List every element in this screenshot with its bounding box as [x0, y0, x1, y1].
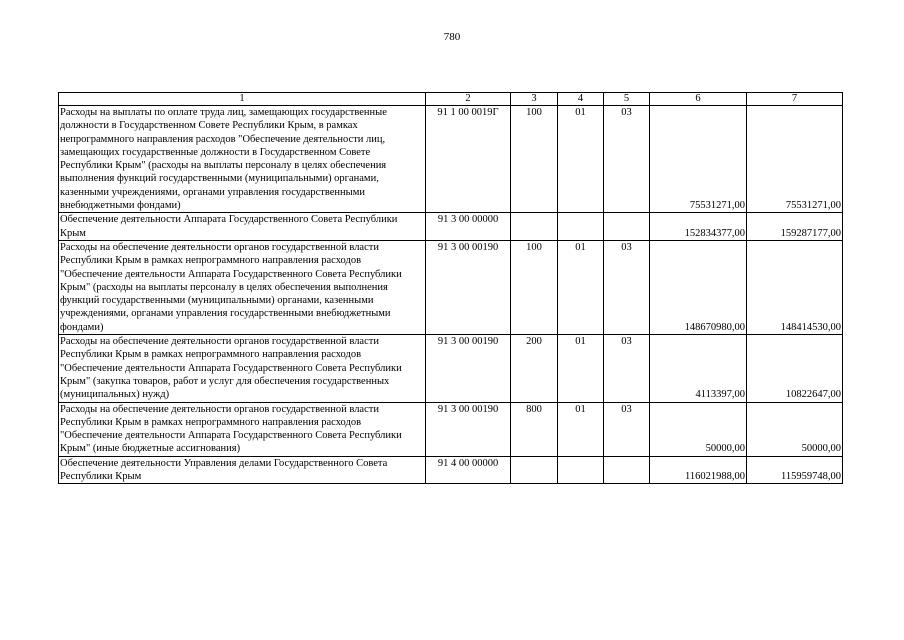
amount-year1-cell: 75531271,00: [650, 106, 747, 213]
subsection-cell: 03: [604, 106, 650, 213]
expense-name-cell: Расходы на обеспечение деятельности органов государственной власти Республики Крым в рамках непрограммного направления расходов "Обеспечение деятельности Аппарата Государственного Совета Республики Крым" (закупка товаров, работ и услуг для обеспечения государственных (муниципальных) нужд): [59, 335, 426, 402]
section-cell: 01: [558, 240, 604, 334]
column-header: 3: [511, 93, 558, 106]
expense-type-cell: 200: [511, 335, 558, 402]
subsection-cell: 03: [604, 335, 650, 402]
amount-year2-cell: 148414530,00: [747, 240, 843, 334]
expense-name-cell: Обеспечение деятельности Управления делами Государственного Совета Республики Крым: [59, 456, 426, 484]
expense-type-cell: [511, 213, 558, 241]
expense-type-cell: 800: [511, 402, 558, 456]
amount-year2-cell: 10822647,00: [747, 335, 843, 402]
column-header: 1: [59, 93, 426, 106]
expense-type-cell: [511, 456, 558, 484]
section-cell: 01: [558, 106, 604, 213]
target-code-cell: 91 3 00 00190: [426, 240, 511, 334]
subsection-cell: [604, 456, 650, 484]
table-row: [59, 402, 843, 456]
expense-type-cell: 100: [511, 240, 558, 334]
amount-year2-cell: 115959748,00: [747, 456, 843, 484]
table-row: [59, 106, 843, 213]
column-header: 7: [747, 93, 843, 106]
expense-name-cell: Расходы на обеспечение деятельности органов государственной власти Республики Крым в рамках непрограммного направления расходов "Обеспечение деятельности Аппарата Государственного Совета Республики Крым" (иные бюджетные ассигнования): [59, 402, 426, 456]
table-row: [59, 335, 843, 402]
table-header-row: [59, 93, 843, 106]
expense-name-cell: Расходы на обеспечение деятельности органов государственной власти Республики Крым в рамках непрограммного направления расходов "Обеспечение деятельности Аппарата Государственного Совета Республики Крым" (расходы на выплаты персоналу в целях обеспечения выполнения функций государственными (муниципальными) органами, казенными учреждениями, органами управления государственными внебюджетными фондами): [59, 240, 426, 334]
target-code-cell: 91 3 00 00190: [426, 402, 511, 456]
amount-year1-cell: 148670980,00: [650, 240, 747, 334]
amount-year2-cell: 75531271,00: [747, 106, 843, 213]
target-code-cell: 91 3 00 00000: [426, 213, 511, 241]
amount-year1-cell: 4113397,00: [650, 335, 747, 402]
table-row: [59, 213, 843, 241]
subsection-cell: 03: [604, 402, 650, 456]
column-header: 5: [604, 93, 650, 106]
table-row: [59, 240, 843, 334]
amount-year1-cell: 152834377,00: [650, 213, 747, 241]
expense-name-cell: Обеспечение деятельности Аппарата Государственного Совета Республики Крым: [59, 213, 426, 241]
section-cell: [558, 213, 604, 241]
column-header: 6: [650, 93, 747, 106]
amount-year2-cell: 50000,00: [747, 402, 843, 456]
subsection-cell: [604, 213, 650, 241]
page-number: 780: [443, 31, 461, 43]
table-row: [59, 456, 843, 484]
target-code-cell: 91 3 00 00190: [426, 335, 511, 402]
amount-year2-cell: 159287177,00: [747, 213, 843, 241]
section-cell: 01: [558, 402, 604, 456]
amount-year1-cell: 116021988,00: [650, 456, 747, 484]
expense-type-cell: 100: [511, 106, 558, 213]
expense-name-cell: Расходы на выплаты по оплате труда лиц, замещающих государственные должности в Государственном Совете Республики Крым, в рамках непрограммного направления расходов "Обеспечение деятельности лиц, замещающих государственные должности в Государственном Совете Республики Крым" (расходы на выплаты персоналу в целях обеспечения выполнения функций государственными (муниципальными) органами, казенными учреждениями, органами управления государственными внебюджетными фондами): [59, 106, 426, 213]
subsection-cell: 03: [604, 240, 650, 334]
section-cell: [558, 456, 604, 484]
section-cell: 01: [558, 335, 604, 402]
column-header: 2: [426, 93, 511, 106]
target-code-cell: 91 4 00 00000: [426, 456, 511, 484]
target-code-cell: 91 1 00 0019Г: [426, 106, 511, 213]
budget-table: [58, 92, 843, 484]
column-header: 4: [558, 93, 604, 106]
amount-year1-cell: 50000,00: [650, 402, 747, 456]
